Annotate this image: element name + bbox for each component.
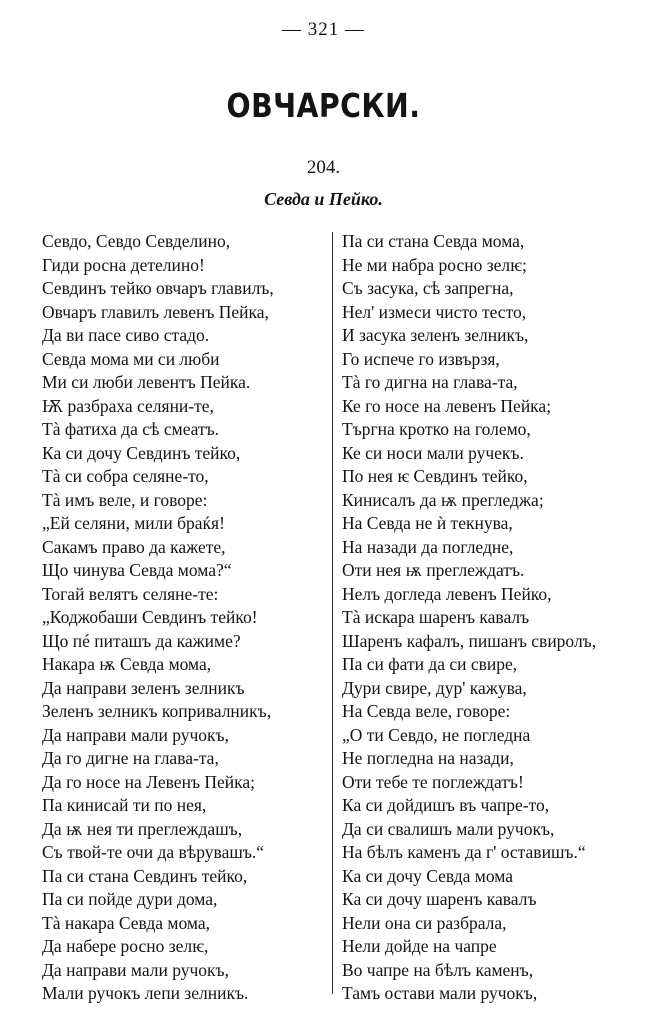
verse-line: На назади да погледне,	[342, 536, 514, 557]
verse-line: Па си стана Севда мома,	[342, 231, 525, 251]
verse-line: Нели дойде на чапре	[342, 936, 497, 956]
verse-line: На бѣлъ каменъ да г' оставишъ.“	[342, 842, 586, 862]
verse-line: Оти тебе те поглеждатъ!	[342, 771, 524, 792]
verse-line: Да набере росно зелѥ,	[42, 936, 209, 956]
verse-line: Търгна кротко на големо,	[342, 419, 531, 439]
verse-line: Дури свире, дур' кажува,	[342, 677, 527, 698]
verse-line: Ка си дочу шаренъ кавалъ	[342, 889, 537, 909]
verse-line: Ѭ разбраха селяни-те,	[42, 395, 214, 416]
verse-line: Па си пойде дури дома,	[42, 889, 218, 909]
page-number: — 321 —	[282, 19, 365, 40]
verse-line: „Коджобаши Севдинъ тейко!	[42, 607, 258, 627]
verse-line: Тà имъ веле, и говоре:	[42, 489, 208, 510]
verse-line: Да го дигне на глава-та,	[42, 748, 219, 768]
verse-line: Да направи зеленъ зелникъ	[42, 677, 245, 698]
verse-line: Ка си дочу Севдинъ тейко,	[42, 442, 241, 463]
verse-line: Що чинува Севда мома?“	[42, 560, 232, 580]
verse-line: Гиди росна детелино!	[42, 254, 205, 275]
verse-line: Тогай велятъ селяне-те:	[42, 583, 219, 604]
verse-line: Во чапре на бѣлъ каменъ,	[342, 959, 534, 980]
verse-line: Накара ѭ Севда мома,	[42, 654, 212, 674]
verse-line: Да го носе на Левенъ Пейка;	[42, 771, 255, 792]
verse-line: Тà накара Севда мома,	[42, 912, 210, 933]
verse-line: Ми си люби левентъ Пейка.	[42, 372, 251, 392]
song-title: Севда и Пейко.	[264, 189, 383, 209]
verse-line: Па си фати да си свире,	[342, 654, 518, 674]
verse-line: Не ми набра росно зелѥ;	[342, 254, 527, 275]
verse-line: Не погледна на назади,	[342, 748, 514, 768]
verse-line: „О ти Севдо, не погледна	[342, 724, 531, 745]
verse-line: Шаренъ кафалъ, пишанъ свиролъ,	[342, 630, 597, 651]
verse-line: Да ви пасе сиво стадо.	[42, 325, 210, 345]
verse-line: Сакамъ право да кажете,	[42, 536, 226, 557]
verse-line: „Ей селяни, мили браќя!	[42, 513, 225, 533]
verse-line: Що пé питашъ да кажиме?	[42, 630, 241, 651]
verse-line: Да направи мали ручокъ,	[42, 724, 229, 745]
verse-line: Нелъ догледа левенъ Пейко,	[342, 583, 552, 604]
verse-line: Ка си дойдишъ въ чапре-то,	[342, 795, 550, 815]
verse-line: Нели она си разбрала,	[342, 912, 507, 933]
verse-line: И засука зеленъ зелникъ,	[342, 325, 529, 345]
verse-line: Съ твой-те очи да вѣрувашъ.“	[42, 842, 265, 862]
verse-line: На Севда не ѝ текнува,	[342, 513, 513, 533]
verse-line: Тà си собра селяне-то,	[42, 466, 209, 486]
song-number: 204.	[306, 157, 341, 178]
verse-line: Севдо, Севдо Севделино,	[42, 231, 231, 251]
verse-line: Тà фатиха да сѣ смеатъ.	[42, 419, 220, 439]
verse-line: Севдинъ тейко овчаръ главилъ,	[42, 278, 274, 298]
verse-line: Тамъ остави мали ручокъ,	[342, 983, 538, 1003]
verse-line: По нея ѥ Севдинъ тейко,	[342, 466, 528, 486]
verse-line: Ке си носи мали ручекъ.	[342, 442, 524, 463]
verse-line: Ке го носе на левенъ Пейка;	[342, 395, 552, 416]
verse-line: Севда мома ми си люби	[42, 348, 220, 369]
verse-line: Съ засука, сѣ запрегна,	[342, 278, 514, 298]
verse-line: Да ѭ нея ти преглеждашъ,	[42, 818, 243, 839]
right-verse-column	[342, 230, 632, 1006]
column-divider	[332, 232, 333, 994]
verse-line: Ка си дочу Севда мома	[342, 865, 513, 886]
verse-line: Да направи мали ручокъ,	[42, 959, 229, 980]
verse-line: Мали ручокъ лепи зелникъ.	[42, 983, 249, 1003]
verse-line: На Севда веле, говоре:	[342, 701, 511, 721]
verse-line: Го испече го извързя,	[342, 348, 500, 369]
verse-line: Нел' измеси чисто тесто,	[342, 301, 527, 322]
verse-line: Оти нея ѭ преглеждатъ.	[342, 560, 525, 580]
verse-line: Зеленъ зелникъ копривалникъ,	[42, 701, 272, 721]
verse-line: Тà го дигна на глава-та,	[342, 372, 518, 392]
verse-line: Па кинисай ти по нея,	[42, 795, 207, 815]
verse-line: Кинисалъ да ѭ прегледжа;	[342, 489, 544, 510]
verse-line: Тà искара шаренъ кавалъ	[342, 607, 530, 627]
left-verse-column	[42, 230, 324, 1006]
verse-line: Па си стана Севдинъ тейко,	[42, 865, 248, 886]
verse-line: Овчаръ главилъ левенъ Пейка,	[42, 301, 269, 322]
verse-line: Да си свалишъ мали ручокъ,	[342, 818, 555, 839]
section-title: ОВЧАРСКИ.	[226, 86, 421, 125]
